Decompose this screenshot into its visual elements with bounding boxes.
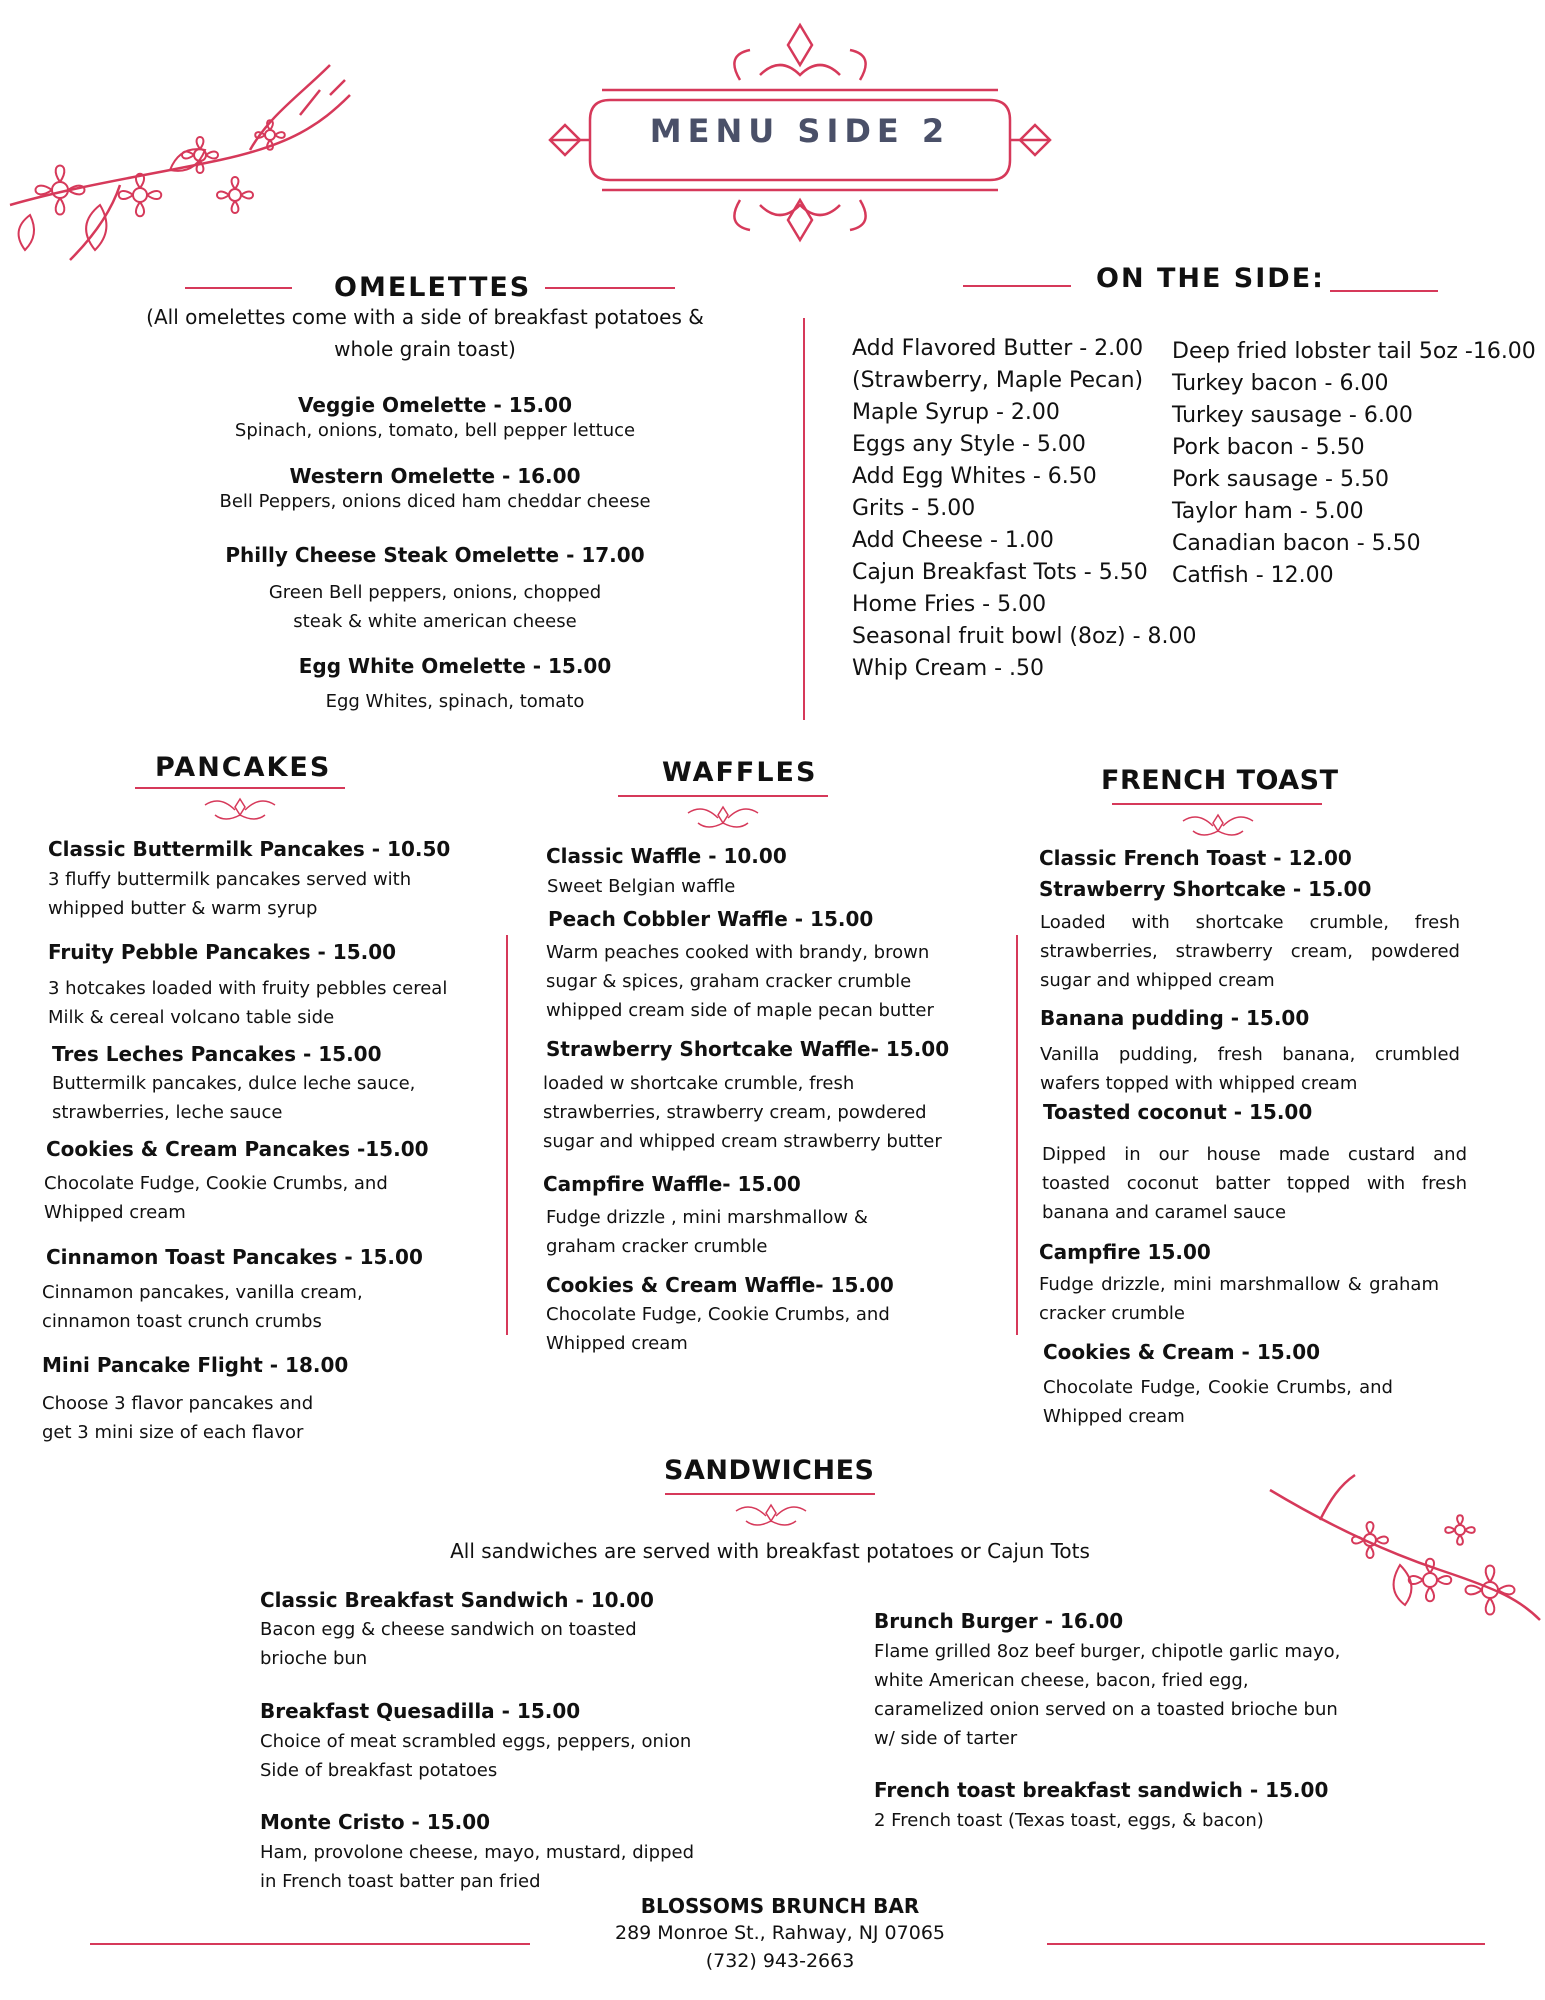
desc-line: Fudge drizzle , mini marshmallow & bbox=[546, 1207, 868, 1228]
menu-item-desc bbox=[874, 1637, 1394, 1753]
desc-line: sugar & spices, graham cracker crumble bbox=[546, 971, 912, 992]
menu-item-desc bbox=[546, 1300, 996, 1358]
desc-line: Choose 3 flavor pancakes and bbox=[42, 1393, 314, 1414]
menu-item-name: French toast breakfast sandwich - 15.00 bbox=[874, 1778, 1329, 1802]
side-item: Pork sausage - 5.50 bbox=[1172, 467, 1389, 492]
column-divider bbox=[1016, 935, 1018, 1335]
desc-line: caramelized onion served on a toasted brioche bun bbox=[874, 1699, 1338, 1720]
menu-item-name: Western Omelette - 16.00 bbox=[289, 464, 581, 488]
desc-line: Buttermilk pancakes, dulce leche sauce, bbox=[52, 1073, 416, 1094]
desc-line: 3 fluffy buttermilk pancakes served with bbox=[48, 869, 412, 890]
menu-item-desc bbox=[260, 1727, 740, 1785]
menu-item-name: Egg White Omelette - 15.00 bbox=[298, 654, 612, 678]
divider bbox=[135, 787, 345, 789]
menu-item-desc: Bell Peppers, onions diced ham cheddar cheese bbox=[219, 491, 651, 512]
footer-name: BLOSSOMS BRUNCH BAR bbox=[640, 1894, 920, 1918]
divider bbox=[185, 287, 292, 289]
menu-item-name: Mini Pancake Flight - 18.00 bbox=[42, 1353, 349, 1377]
menu-item-name: Cookies & Cream Pancakes -15.00 bbox=[46, 1137, 429, 1161]
menu-item-name: Breakfast Quesadilla - 15.00 bbox=[260, 1699, 581, 1723]
desc-line: cinnamon toast crunch crumbs bbox=[42, 1311, 322, 1332]
menu-item-desc bbox=[260, 1615, 740, 1673]
menu-item-desc bbox=[48, 974, 508, 1032]
menu-item-desc: Spinach, onions, tomato, bell pepper lettuce bbox=[234, 420, 636, 441]
french-toast-title: FRENCH TOAST bbox=[1101, 765, 1339, 796]
menu-item-desc bbox=[546, 1203, 996, 1261]
menu-item-name: Classic French Toast - 12.00 bbox=[1039, 846, 1352, 870]
desc-line: Whipped cream bbox=[44, 1202, 186, 1223]
sandwiches-note: All sandwiches are served with breakfast potatoes or Cajun Tots bbox=[450, 1539, 1090, 1563]
side-item: Taylor ham - 5.00 bbox=[1172, 499, 1364, 524]
desc-line: strawberries, strawberry cream, powdered bbox=[543, 1102, 927, 1123]
menu-item-desc: Vanilla pudding, fresh banana, crumbled wafers topped with whipped cream bbox=[1040, 1044, 1460, 1094]
waffles-title: WAFFLES bbox=[662, 757, 818, 788]
desc-line: Sweet Belgian waffle bbox=[547, 876, 736, 897]
menu-item-name: Banana pudding - 15.00 bbox=[1040, 1006, 1310, 1030]
side-item: Turkey bacon - 6.00 bbox=[1172, 371, 1389, 396]
flourish-icon bbox=[731, 1501, 811, 1531]
side-item: Seasonal fruit bowl (8oz) - 8.00 bbox=[852, 624, 1197, 649]
desc-line: Chocolate Fudge, Cookie Crumbs, and bbox=[44, 1173, 388, 1194]
menu-item-desc: Egg Whites, spinach, tomato bbox=[325, 691, 585, 712]
side-item: Cajun Breakfast Tots - 5.50 bbox=[852, 560, 1148, 585]
cherry-blossom-branch-icon bbox=[0, 55, 370, 275]
menu-item-desc: Chocolate Fudge, Cookie Crumbs, and Whipped cream bbox=[1043, 1377, 1393, 1427]
side-item: Whip Cream - .50 bbox=[852, 656, 1045, 681]
desc-line: Milk & cereal volcano table side bbox=[48, 1007, 335, 1028]
sandwiches-title: SANDWICHES bbox=[664, 1455, 875, 1486]
side-item: Add Egg Whites - 6.50 bbox=[852, 464, 1097, 489]
desc-line: loaded w shortcake crumble, fresh bbox=[543, 1073, 855, 1094]
desc-line: steak & white american cheese bbox=[293, 611, 577, 632]
desc-line: 3 hotcakes loaded with fruity pebbles cereal bbox=[48, 978, 448, 999]
desc-line: Bacon egg & cheese sandwich on toasted bbox=[260, 1619, 637, 1640]
menu-title: MENU SIDE 2 bbox=[649, 112, 951, 150]
menu-item-desc bbox=[52, 1069, 492, 1127]
menu-item-name: Classic Breakfast Sandwich - 10.00 bbox=[260, 1588, 654, 1612]
divider bbox=[1112, 803, 1322, 805]
side-item: Turkey sausage - 6.00 bbox=[1172, 403, 1413, 428]
cherry-blossom-branch-icon bbox=[1260, 1470, 1545, 1650]
omelettes-title: OMELETTES bbox=[334, 272, 532, 303]
desc-line: Cinnamon pancakes, vanilla cream, bbox=[42, 1282, 363, 1303]
side-item: Grits - 5.00 bbox=[852, 496, 976, 521]
desc-line: Warm peaches cooked with brandy, brown bbox=[546, 942, 930, 963]
menu-item-desc bbox=[42, 1389, 482, 1447]
side-item: Eggs any Style - 5.00 bbox=[852, 432, 1086, 457]
menu-item-desc bbox=[48, 865, 488, 923]
footer-address: 289 Monroe St., Rahway, NJ 07065 bbox=[614, 1922, 945, 1944]
omelettes-note bbox=[100, 301, 750, 365]
column-divider bbox=[803, 318, 805, 720]
menu-item-desc: Dipped in our house made custard and toasted coconut batter topped with fresh banana and caramel sauce bbox=[1042, 1144, 1467, 1223]
flourish-icon bbox=[200, 795, 280, 825]
menu-item-name: Brunch Burger - 16.00 bbox=[874, 1609, 1124, 1633]
desc-line: get 3 mini size of each flavor bbox=[42, 1422, 304, 1443]
column-divider bbox=[506, 935, 508, 1335]
desc-line: white American cheese, bacon, fried egg, bbox=[874, 1670, 1249, 1691]
flourish-icon bbox=[1178, 811, 1258, 841]
desc-line: brioche bun bbox=[260, 1648, 368, 1669]
menu-item-desc: Fudge drizzle, mini marshmallow & graham cracker crumble bbox=[1039, 1274, 1439, 1324]
menu-item-name: Strawberry Shortcake Waffle- 15.00 bbox=[546, 1037, 950, 1061]
menu-item-desc bbox=[44, 1169, 484, 1227]
desc-line: Green Bell peppers, onions, chopped bbox=[268, 582, 602, 603]
menu-item-name: Tres Leches Pancakes - 15.00 bbox=[52, 1042, 382, 1066]
desc-line: graham cracker crumble bbox=[546, 1236, 768, 1257]
menu-item-desc bbox=[260, 1838, 740, 1896]
desc-line: 2 French toast (Texas toast, eggs, & bacon) bbox=[874, 1810, 1264, 1831]
side-item: Pork bacon - 5.50 bbox=[1172, 435, 1365, 460]
flourish-icon bbox=[683, 803, 763, 833]
omelettes-note-line: (All omelettes come with a side of breakfast potatoes & bbox=[146, 305, 704, 329]
menu-item-name: Cookies & Cream - 15.00 bbox=[1043, 1340, 1321, 1364]
menu-item-name: Classic Buttermilk Pancakes - 10.50 bbox=[48, 837, 451, 861]
menu-item-name: Campfire 15.00 bbox=[1039, 1240, 1211, 1264]
desc-line: w/ side of tarter bbox=[874, 1728, 1018, 1749]
desc-line: whipped butter & warm syrup bbox=[48, 898, 318, 919]
desc-line: Chocolate Fudge, Cookie Crumbs, and bbox=[546, 1304, 890, 1325]
divider bbox=[665, 1493, 875, 1495]
side-item: Deep fried lobster tail 5oz -16.00 bbox=[1172, 339, 1536, 364]
side-item: Home Fries - 5.00 bbox=[852, 592, 1047, 617]
menu-item-name: Philly Cheese Steak Omelette - 17.00 bbox=[225, 543, 645, 567]
divider bbox=[618, 795, 828, 797]
pancakes-title: PANCAKES bbox=[155, 752, 332, 783]
menu-item-desc bbox=[220, 578, 650, 636]
divider bbox=[90, 1943, 530, 1945]
menu-item-name: Cookies & Cream Waffle- 15.00 bbox=[546, 1273, 894, 1297]
desc-line: Ham, provolone cheese, mayo, mustard, dipped bbox=[260, 1842, 695, 1863]
menu-item-desc bbox=[543, 1069, 1013, 1156]
menu-item-name: Fruity Pebble Pancakes - 15.00 bbox=[48, 940, 397, 964]
divider bbox=[545, 287, 675, 289]
desc-line: Whipped cream bbox=[546, 1333, 688, 1354]
side-item: Add Flavored Butter - 2.00 bbox=[852, 336, 1144, 361]
desc-line: Choice of meat scrambled eggs, peppers, onion bbox=[260, 1731, 692, 1752]
desc-line: in French toast batter pan fried bbox=[260, 1871, 541, 1892]
side-item: Catfish - 12.00 bbox=[1172, 563, 1334, 588]
menu-item-desc bbox=[546, 938, 1006, 1025]
menu-item-name: Campfire Waffle- 15.00 bbox=[543, 1172, 801, 1196]
side-item: (Strawberry, Maple Pecan) bbox=[852, 368, 1144, 393]
desc-line: Flame grilled 8oz beef burger, chipotle garlic mayo, bbox=[874, 1641, 1341, 1662]
menu-item-desc bbox=[874, 1806, 1394, 1835]
menu-item-name: Classic Waffle - 10.00 bbox=[546, 844, 787, 868]
menu-item-name: Cinnamon Toast Pancakes - 15.00 bbox=[46, 1245, 423, 1269]
desc-line: whipped cream side of maple pecan butter bbox=[546, 1000, 934, 1021]
desc-line: Side of breakfast potatoes bbox=[260, 1760, 498, 1781]
menu-item-name: Monte Cristo - 15.00 bbox=[260, 1810, 491, 1834]
on-the-side-title: ON THE SIDE: bbox=[1096, 263, 1325, 294]
menu-item-desc bbox=[42, 1278, 482, 1336]
omelettes-note-line: whole grain toast) bbox=[334, 337, 516, 361]
menu-item-desc: Loaded with shortcake crumble, fresh strawberries, strawberry cream, powdered sugar and whipped cream bbox=[1040, 912, 1460, 991]
menu-item-desc bbox=[547, 872, 997, 901]
side-item: Canadian bacon - 5.50 bbox=[1172, 531, 1421, 556]
footer-phone: (732) 943-2663 bbox=[705, 1950, 855, 1972]
menu-item-name: Toasted coconut - 15.00 bbox=[1043, 1100, 1313, 1124]
divider bbox=[963, 285, 1071, 287]
divider bbox=[1047, 1943, 1485, 1945]
menu-item-name: Veggie Omelette - 15.00 bbox=[298, 393, 572, 417]
divider bbox=[1330, 290, 1438, 292]
side-item: Maple Syrup - 2.00 bbox=[852, 400, 1060, 425]
desc-line: strawberries, leche sauce bbox=[52, 1102, 283, 1123]
menu-item-name: Strawberry Shortcake - 15.00 bbox=[1039, 877, 1372, 901]
desc-line: sugar and whipped cream strawberry butter bbox=[543, 1131, 942, 1152]
side-item: Add Cheese - 1.00 bbox=[852, 528, 1054, 553]
menu-item-name: Peach Cobbler Waffle - 15.00 bbox=[548, 907, 874, 931]
